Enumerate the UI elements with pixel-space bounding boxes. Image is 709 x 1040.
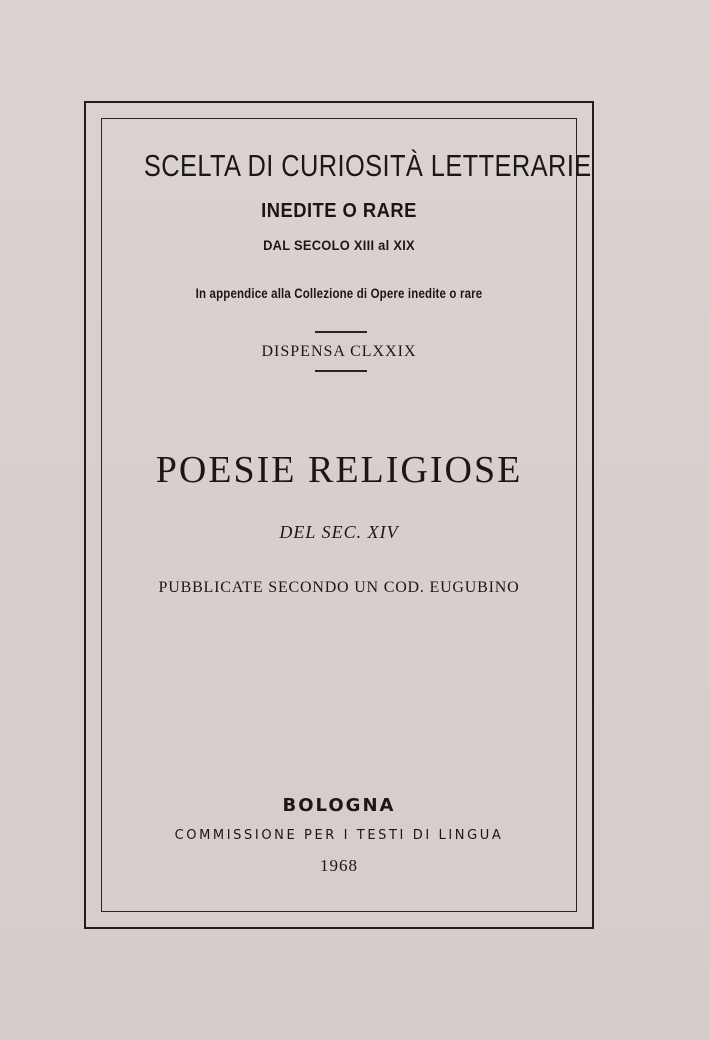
- work-century: DEL SEC. XIV: [279, 522, 399, 542]
- imprint-city: BOLOGNA: [282, 795, 396, 816]
- imprint-publisher: COMMISSIONE PER I TESTI DI LINGUA: [174, 828, 504, 843]
- rule-above-dispensa: [315, 331, 367, 333]
- work-publication-note: PUBBLICATE SECONDO UN COD. EUGUBINO: [158, 579, 520, 596]
- dispensa-label: DISPENSA CLXXIX: [261, 343, 417, 360]
- series-period: DAL SECOLO XIII al XIX: [263, 237, 415, 253]
- series-title: SCELTA DI CURIOSITÀ LETTERARIE: [143, 148, 592, 183]
- series-appendix-note: In appendice alla Collezione di Opere inedite o rare: [195, 285, 483, 301]
- rule-below-dispensa: [315, 370, 367, 372]
- imprint-year: 1968: [320, 856, 358, 875]
- work-title: POESIE RELIGIOSE: [155, 449, 523, 491]
- series-subtitle: INEDITE O RARE: [261, 200, 417, 222]
